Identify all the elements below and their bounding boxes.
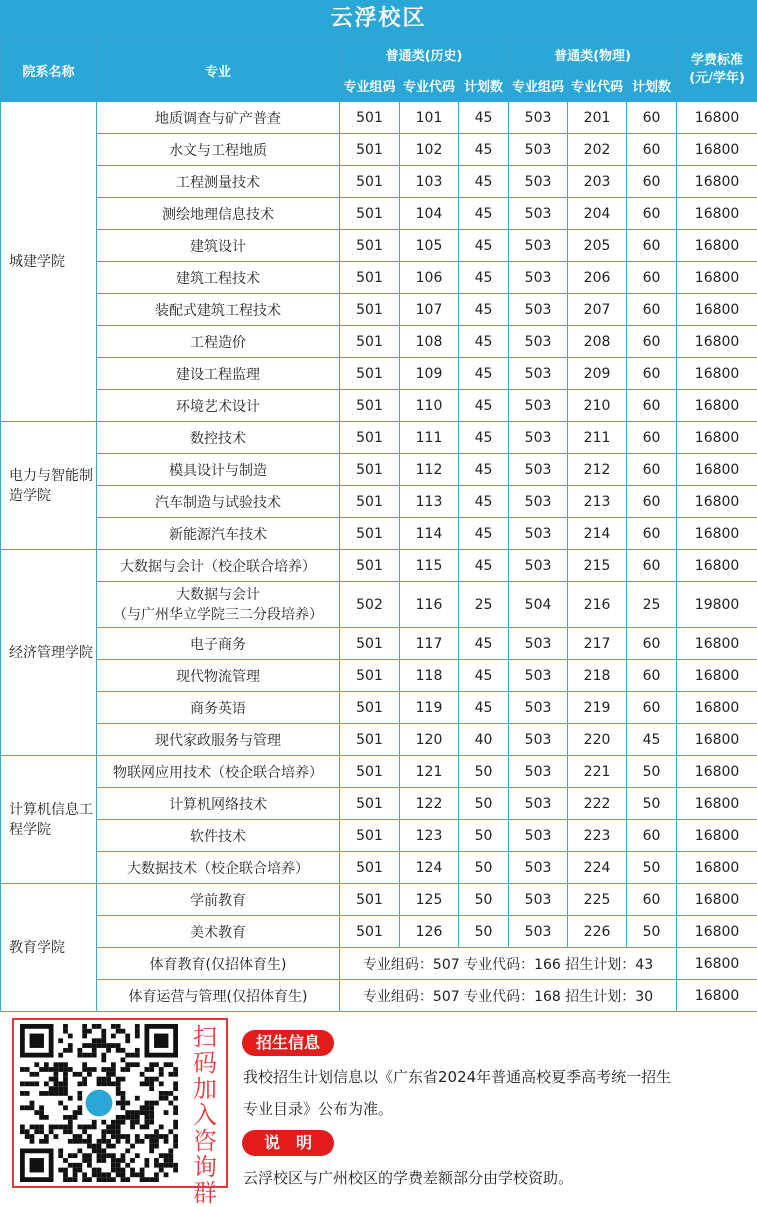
cell-hp: 45 bbox=[459, 294, 509, 326]
cell-pc: 226 bbox=[568, 916, 627, 948]
cell-pg: 503 bbox=[509, 660, 568, 692]
cell-hc: 125 bbox=[400, 884, 459, 916]
cell-fee: 19800 bbox=[677, 582, 757, 628]
cell-pg: 503 bbox=[509, 422, 568, 454]
cell-fee: 16800 bbox=[677, 198, 757, 230]
table-row bbox=[1, 102, 757, 134]
cell-pc: 201 bbox=[568, 102, 627, 134]
cell-fee: 16800 bbox=[677, 518, 757, 550]
cell-hg: 501 bbox=[340, 102, 400, 134]
cell-hp: 45 bbox=[459, 422, 509, 454]
cell-pp: 60 bbox=[627, 628, 677, 660]
cell-fee: 16800 bbox=[677, 660, 757, 692]
table-body bbox=[1, 102, 757, 1012]
major-name: 工程测量技术 bbox=[97, 166, 340, 198]
cell-hg: 501 bbox=[340, 326, 400, 358]
cell-hp: 45 bbox=[459, 326, 509, 358]
cell-pc: 217 bbox=[568, 628, 627, 660]
cell-fee: 16800 bbox=[677, 948, 757, 980]
table-row bbox=[1, 326, 757, 358]
cell-hg: 501 bbox=[340, 820, 400, 852]
cell-hg: 501 bbox=[340, 486, 400, 518]
cell-hc: 117 bbox=[400, 628, 459, 660]
cell-pc: 224 bbox=[568, 852, 627, 884]
cell-pp: 60 bbox=[627, 518, 677, 550]
cell-hc: 119 bbox=[400, 692, 459, 724]
table-row bbox=[1, 454, 757, 486]
special-plan-text: 专业组码：507 专业代码：166 招生计划：43 bbox=[340, 948, 677, 980]
info-text-line2: 专业目录》公布为准。 bbox=[243, 1098, 393, 1119]
cell-pp: 45 bbox=[627, 724, 677, 756]
cell-hp: 45 bbox=[459, 166, 509, 198]
major-name: 体育运营与管理(仅招体育生) bbox=[97, 980, 340, 1012]
cell-pc: 213 bbox=[568, 486, 627, 518]
cell-hp: 45 bbox=[459, 692, 509, 724]
cell-pc: 219 bbox=[568, 692, 627, 724]
cell-pc: 209 bbox=[568, 358, 627, 390]
cell-hc: 108 bbox=[400, 326, 459, 358]
header-history-code: 专业代码 bbox=[400, 70, 459, 102]
cell-fee: 16800 bbox=[677, 326, 757, 358]
cell-hc: 116 bbox=[400, 582, 459, 628]
cell-pc: 205 bbox=[568, 230, 627, 262]
major-name: 电子商务 bbox=[97, 628, 340, 660]
cell-pg: 503 bbox=[509, 454, 568, 486]
cell-fee: 16800 bbox=[677, 628, 757, 660]
cell-pc: 214 bbox=[568, 518, 627, 550]
cell-pg: 503 bbox=[509, 294, 568, 326]
cell-hc: 109 bbox=[400, 358, 459, 390]
major-name: 建筑工程技术 bbox=[97, 262, 340, 294]
cell-pp: 60 bbox=[627, 230, 677, 262]
table-row bbox=[1, 422, 757, 454]
cell-pp: 60 bbox=[627, 262, 677, 294]
major-name-line2: （与广州华立学院三二分段培养） bbox=[97, 605, 339, 625]
cell-pp: 60 bbox=[627, 102, 677, 134]
cell-fee: 16800 bbox=[677, 486, 757, 518]
table-row bbox=[1, 390, 757, 422]
cell-fee: 16800 bbox=[677, 166, 757, 198]
cell-fee: 16800 bbox=[677, 390, 757, 422]
cell-fee: 16800 bbox=[677, 724, 757, 756]
table-row bbox=[1, 884, 757, 916]
note-text: 云浮校区与广州校区的学费差额部分由学校资助。 bbox=[243, 1167, 573, 1188]
cell-hp: 25 bbox=[459, 582, 509, 628]
cell-pc: 202 bbox=[568, 134, 627, 166]
cell-pg: 503 bbox=[509, 550, 568, 582]
cell-hp: 40 bbox=[459, 724, 509, 756]
header-major: 专业 bbox=[97, 39, 340, 102]
major-name: 物联网应用技术（校企联合培养） bbox=[97, 756, 340, 788]
table-row bbox=[1, 550, 757, 582]
major-name: 工程造价 bbox=[97, 326, 340, 358]
table-row bbox=[1, 916, 757, 948]
cell-fee: 16800 bbox=[677, 916, 757, 948]
table-row bbox=[1, 980, 757, 1012]
table-row bbox=[1, 788, 757, 820]
cell-fee: 16800 bbox=[677, 756, 757, 788]
cell-hg: 501 bbox=[340, 550, 400, 582]
cell-pc: 222 bbox=[568, 788, 627, 820]
cell-hg: 501 bbox=[340, 916, 400, 948]
cell-hp: 45 bbox=[459, 550, 509, 582]
cell-pg: 503 bbox=[509, 326, 568, 358]
cell-hg: 501 bbox=[340, 262, 400, 294]
cell-pc: 208 bbox=[568, 326, 627, 358]
table-row bbox=[1, 692, 757, 724]
major-name: 模具设计与制造 bbox=[97, 454, 340, 486]
cell-fee: 16800 bbox=[677, 358, 757, 390]
cell-fee: 16800 bbox=[677, 134, 757, 166]
major-name: 新能源汽车技术 bbox=[97, 518, 340, 550]
cell-pg: 504 bbox=[509, 582, 568, 628]
cell-hp: 45 bbox=[459, 102, 509, 134]
dept-name: 教育学院 bbox=[1, 884, 97, 1012]
cell-hc: 112 bbox=[400, 454, 459, 486]
cell-fee: 16800 bbox=[677, 788, 757, 820]
major-name: 测绘地理信息技术 bbox=[97, 198, 340, 230]
cell-fee: 16800 bbox=[677, 820, 757, 852]
info-text-line1: 我校招生计划信息以《广东省2024年普通高校夏季高考统一招生 bbox=[243, 1066, 671, 1087]
bottom-info bbox=[0, 1012, 757, 1195]
table-row bbox=[1, 820, 757, 852]
cell-hc: 105 bbox=[400, 230, 459, 262]
cell-hg: 502 bbox=[340, 582, 400, 628]
table-row bbox=[1, 582, 757, 628]
cell-pc: 223 bbox=[568, 820, 627, 852]
cell-hc: 113 bbox=[400, 486, 459, 518]
cell-hp: 45 bbox=[459, 262, 509, 294]
page-title: 云浮校区 bbox=[0, 0, 757, 38]
cell-pg: 503 bbox=[509, 628, 568, 660]
cell-pp: 50 bbox=[627, 788, 677, 820]
cell-pg: 503 bbox=[509, 852, 568, 884]
cell-pc: 212 bbox=[568, 454, 627, 486]
cell-hg: 501 bbox=[340, 166, 400, 198]
cell-hp: 45 bbox=[459, 454, 509, 486]
cell-fee: 16800 bbox=[677, 852, 757, 884]
header-fee-line2: (元/学年) bbox=[677, 70, 757, 88]
table-row bbox=[1, 358, 757, 390]
cell-pg: 503 bbox=[509, 518, 568, 550]
cell-hp: 50 bbox=[459, 916, 509, 948]
cell-fee: 16800 bbox=[677, 102, 757, 134]
major-name bbox=[97, 582, 340, 628]
major-name: 建设工程监理 bbox=[97, 358, 340, 390]
cell-pc: 206 bbox=[568, 262, 627, 294]
cell-pg: 503 bbox=[509, 820, 568, 852]
cell-hc: 106 bbox=[400, 262, 459, 294]
cell-hp: 45 bbox=[459, 660, 509, 692]
cell-pc: 207 bbox=[568, 294, 627, 326]
cell-pp: 60 bbox=[627, 486, 677, 518]
major-name: 水文与工程地质 bbox=[97, 134, 340, 166]
dept-name: 电力与智能制造学院 bbox=[1, 422, 97, 550]
cell-hp: 50 bbox=[459, 884, 509, 916]
header-history-group: 专业组码 bbox=[340, 70, 400, 102]
cell-pp: 50 bbox=[627, 852, 677, 884]
cell-pp: 60 bbox=[627, 294, 677, 326]
cell-fee: 16800 bbox=[677, 980, 757, 1012]
cell-hg: 501 bbox=[340, 134, 400, 166]
cell-pg: 503 bbox=[509, 692, 568, 724]
cell-hg: 501 bbox=[340, 422, 400, 454]
dept-name: 计算机信息工程学院 bbox=[1, 756, 97, 884]
cell-pc: 215 bbox=[568, 550, 627, 582]
header-physics-plan: 计划数 bbox=[627, 70, 677, 102]
table-row bbox=[1, 230, 757, 262]
cell-pp: 60 bbox=[627, 660, 677, 692]
major-name: 计算机网络技术 bbox=[97, 788, 340, 820]
special-plan-text: 专业组码：507 专业代码：168 招生计划：30 bbox=[340, 980, 677, 1012]
major-name: 环境艺术设计 bbox=[97, 390, 340, 422]
cell-pp: 50 bbox=[627, 916, 677, 948]
cell-hg: 501 bbox=[340, 230, 400, 262]
cell-pg: 503 bbox=[509, 390, 568, 422]
cell-hc: 110 bbox=[400, 390, 459, 422]
cell-hp: 45 bbox=[459, 486, 509, 518]
cell-hg: 501 bbox=[340, 628, 400, 660]
major-name: 现代物流管理 bbox=[97, 660, 340, 692]
major-name: 数控技术 bbox=[97, 422, 340, 454]
cell-pc: 218 bbox=[568, 660, 627, 692]
cell-pg: 503 bbox=[509, 788, 568, 820]
cell-hg: 501 bbox=[340, 518, 400, 550]
cell-pp: 50 bbox=[627, 756, 677, 788]
cell-hg: 501 bbox=[340, 294, 400, 326]
dept-name: 经济管理学院 bbox=[1, 550, 97, 756]
cell-hg: 501 bbox=[340, 358, 400, 390]
cell-fee: 16800 bbox=[677, 884, 757, 916]
cell-pg: 503 bbox=[509, 884, 568, 916]
table-row bbox=[1, 486, 757, 518]
cell-hp: 45 bbox=[459, 134, 509, 166]
table-row bbox=[1, 198, 757, 230]
cell-pp: 60 bbox=[627, 422, 677, 454]
cell-pp: 60 bbox=[627, 884, 677, 916]
header-history: 普通类(历史) bbox=[340, 39, 509, 70]
admission-table bbox=[0, 38, 757, 1012]
cell-hp: 45 bbox=[459, 518, 509, 550]
cell-hg: 501 bbox=[340, 788, 400, 820]
cell-hp: 45 bbox=[459, 628, 509, 660]
major-name: 建筑设计 bbox=[97, 230, 340, 262]
major-name: 美术教育 bbox=[97, 916, 340, 948]
table-row bbox=[1, 262, 757, 294]
cell-pg: 503 bbox=[509, 166, 568, 198]
major-name: 商务英语 bbox=[97, 692, 340, 724]
major-name: 现代家政服务与管理 bbox=[97, 724, 340, 756]
cell-hc: 122 bbox=[400, 788, 459, 820]
table-row bbox=[1, 660, 757, 692]
cell-pc: 211 bbox=[568, 422, 627, 454]
cell-hc: 104 bbox=[400, 198, 459, 230]
table-row bbox=[1, 724, 757, 756]
cell-hp: 45 bbox=[459, 358, 509, 390]
cell-hc: 126 bbox=[400, 916, 459, 948]
table-row bbox=[1, 948, 757, 980]
qr-panel bbox=[12, 1018, 228, 1188]
cell-hc: 124 bbox=[400, 852, 459, 884]
cell-hp: 45 bbox=[459, 230, 509, 262]
major-name: 学前教育 bbox=[97, 884, 340, 916]
header-physics-code: 专业代码 bbox=[568, 70, 627, 102]
badge-admission-info: 招生信息 bbox=[242, 1030, 334, 1056]
table-row bbox=[1, 166, 757, 198]
cell-pp: 60 bbox=[627, 390, 677, 422]
cell-pg: 503 bbox=[509, 198, 568, 230]
cell-hp: 45 bbox=[459, 390, 509, 422]
cell-hc: 101 bbox=[400, 102, 459, 134]
cell-pp: 60 bbox=[627, 820, 677, 852]
cell-hg: 501 bbox=[340, 660, 400, 692]
cell-pp: 60 bbox=[627, 134, 677, 166]
qr-code-icon bbox=[20, 1024, 178, 1182]
header-fee bbox=[677, 39, 757, 102]
cell-hg: 501 bbox=[340, 692, 400, 724]
cell-hc: 103 bbox=[400, 166, 459, 198]
cell-pc: 204 bbox=[568, 198, 627, 230]
cell-fee: 16800 bbox=[677, 550, 757, 582]
header-history-plan: 计划数 bbox=[459, 70, 509, 102]
cell-pc: 216 bbox=[568, 582, 627, 628]
cell-fee: 16800 bbox=[677, 454, 757, 486]
cell-pp: 60 bbox=[627, 166, 677, 198]
cell-pg: 503 bbox=[509, 102, 568, 134]
cell-pc: 203 bbox=[568, 166, 627, 198]
cell-pc: 220 bbox=[568, 724, 627, 756]
major-name: 大数据技术（校企联合培养） bbox=[97, 852, 340, 884]
cell-pp: 25 bbox=[627, 582, 677, 628]
cell-pg: 503 bbox=[509, 724, 568, 756]
qr-caption: 扫码加入咨询群 bbox=[190, 1024, 220, 1206]
cell-fee: 16800 bbox=[677, 422, 757, 454]
cell-hp: 50 bbox=[459, 852, 509, 884]
major-name-line1: 大数据与会计 bbox=[97, 585, 339, 605]
cell-hc: 102 bbox=[400, 134, 459, 166]
cell-pp: 60 bbox=[627, 358, 677, 390]
cell-hc: 118 bbox=[400, 660, 459, 692]
cell-hp: 45 bbox=[459, 198, 509, 230]
cell-pc: 221 bbox=[568, 756, 627, 788]
cell-hg: 501 bbox=[340, 198, 400, 230]
cell-hc: 120 bbox=[400, 724, 459, 756]
header-fee-line1: 学费标准 bbox=[677, 52, 757, 70]
cell-pg: 503 bbox=[509, 262, 568, 294]
cell-pp: 60 bbox=[627, 326, 677, 358]
major-name: 地质调查与矿产普查 bbox=[97, 102, 340, 134]
cell-pc: 225 bbox=[568, 884, 627, 916]
cell-hc: 107 bbox=[400, 294, 459, 326]
cell-hc: 123 bbox=[400, 820, 459, 852]
badge-note: 说 明 bbox=[242, 1130, 334, 1156]
major-name: 装配式建筑工程技术 bbox=[97, 294, 340, 326]
cell-fee: 16800 bbox=[677, 230, 757, 262]
cell-fee: 16800 bbox=[677, 262, 757, 294]
cell-fee: 16800 bbox=[677, 692, 757, 724]
cell-pg: 503 bbox=[509, 230, 568, 262]
cell-hc: 115 bbox=[400, 550, 459, 582]
cell-hg: 501 bbox=[340, 390, 400, 422]
qr-code[interactable] bbox=[20, 1024, 178, 1182]
cell-hc: 111 bbox=[400, 422, 459, 454]
table-row bbox=[1, 852, 757, 884]
cell-pc: 210 bbox=[568, 390, 627, 422]
table-row bbox=[1, 518, 757, 550]
cell-hg: 501 bbox=[340, 454, 400, 486]
major-name: 软件技术 bbox=[97, 820, 340, 852]
cell-pg: 503 bbox=[509, 486, 568, 518]
cell-pg: 503 bbox=[509, 756, 568, 788]
table-row bbox=[1, 134, 757, 166]
cell-hp: 50 bbox=[459, 756, 509, 788]
cell-hg: 501 bbox=[340, 884, 400, 916]
header-physics-group: 专业组码 bbox=[509, 70, 568, 102]
cell-hc: 114 bbox=[400, 518, 459, 550]
cell-pg: 503 bbox=[509, 916, 568, 948]
cell-hg: 501 bbox=[340, 756, 400, 788]
header-dept: 院系名称 bbox=[1, 39, 97, 102]
table-row bbox=[1, 294, 757, 326]
cell-hp: 50 bbox=[459, 820, 509, 852]
cell-pp: 60 bbox=[627, 198, 677, 230]
header-physics: 普通类(物理) bbox=[509, 39, 677, 70]
cell-hg: 501 bbox=[340, 852, 400, 884]
cell-hg: 501 bbox=[340, 724, 400, 756]
major-name: 大数据与会计（校企联合培养） bbox=[97, 550, 340, 582]
cell-pp: 60 bbox=[627, 550, 677, 582]
major-name: 体育教育(仅招体育生) bbox=[97, 948, 340, 980]
table-row bbox=[1, 756, 757, 788]
cell-pg: 503 bbox=[509, 358, 568, 390]
cell-hp: 50 bbox=[459, 788, 509, 820]
cell-pp: 60 bbox=[627, 454, 677, 486]
table-row bbox=[1, 628, 757, 660]
cell-hc: 121 bbox=[400, 756, 459, 788]
cell-pp: 60 bbox=[627, 692, 677, 724]
major-name: 汽车制造与试验技术 bbox=[97, 486, 340, 518]
cell-pg: 503 bbox=[509, 134, 568, 166]
dept-name: 城建学院 bbox=[1, 102, 97, 422]
cell-fee: 16800 bbox=[677, 294, 757, 326]
